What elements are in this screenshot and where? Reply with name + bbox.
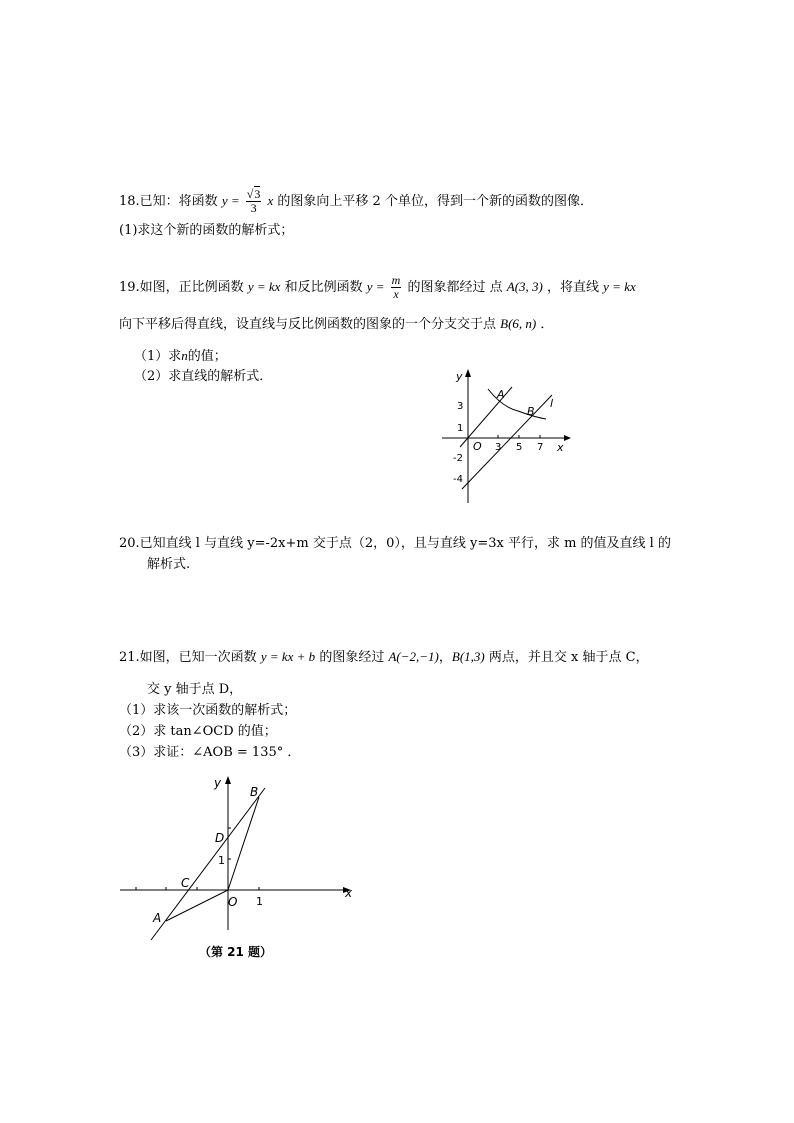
q19-part1-suffix: 的值；: [187, 349, 227, 364]
fig21-segment-ob: [228, 797, 259, 890]
fig19-label-l: l: [550, 397, 554, 410]
fig21-label-d: D: [215, 831, 225, 845]
fig21-segment-oa: [166, 890, 228, 921]
q19-point-a: A(3, 3): [506, 279, 543, 294]
fig21-y-arrow: [225, 776, 231, 784]
fig21-label-y: y: [214, 776, 222, 790]
q21-function: y = kx + b: [260, 649, 316, 664]
q21-mid: 的图象经过: [319, 650, 385, 665]
fig21-line-ab: [151, 788, 265, 940]
q21-suffix: 两点，并且交 x 轴于点 C，: [488, 650, 649, 665]
fig21-label-c: C: [181, 876, 190, 890]
fig19-label-b: B: [527, 405, 535, 418]
q21-part3: （3）求证：∠AOB = 135° ．: [119, 745, 301, 760]
fig21-tick-label-y1: 1: [218, 854, 225, 867]
fig21-label-a: A: [153, 911, 162, 925]
q21-prefix: 21.如图，已知一次函数: [119, 650, 257, 665]
fig19-label-y: y: [456, 370, 463, 383]
q19-numerator: m: [391, 273, 401, 287]
q19-part1-prefix: （1）求: [134, 349, 182, 364]
fig19-ytick-3: 3: [457, 401, 464, 412]
q21-statement-line2: 交 y 轴于点 D，: [147, 682, 243, 697]
q21-part2: （2）求 tan∠OCD 的值；: [119, 724, 277, 739]
q19-figure: [440, 365, 575, 505]
q19-part1: [134, 347, 227, 366]
q20-line2: 解析式.: [147, 557, 191, 572]
q19-mid: 和反比例函数: [284, 280, 363, 295]
q19-line2-suffix: ．: [540, 317, 554, 332]
q18-numerator: √3: [246, 187, 261, 201]
q19-prefix: 19.如图，正比例函数: [119, 280, 244, 295]
q19-part1-var: n: [181, 348, 188, 363]
fig19-xtick-3: 3: [495, 442, 502, 453]
q19-denominator: x: [393, 287, 399, 301]
fig19-xtick-7: 7: [537, 442, 544, 453]
q18-x: x: [267, 193, 274, 208]
fig21-label-o: O: [228, 895, 238, 909]
q21-point-a: A(−2,−1): [388, 649, 439, 664]
q18-fraction: [246, 188, 262, 215]
q21-sep: ，: [438, 650, 452, 665]
q19-direct-function: y = kx: [247, 279, 281, 294]
fig21-label-x: x: [345, 886, 353, 900]
q20-line1: 20.已知直线 l 与直线 y=-2x+m 交于点（2，0），且与直线 y=3x 平行，求 m 的值及直线 l 的: [119, 536, 671, 551]
q19-y-eq: y =: [366, 279, 385, 294]
q19-part2: （2）求直线的解析式．: [134, 369, 273, 384]
fig19-xtick-5: 5: [516, 442, 523, 453]
q19-line-function: y = kx: [603, 279, 636, 294]
fig19-ytick-m2: -2: [453, 453, 463, 464]
q21-statement-line1: [119, 648, 649, 667]
q18-sqrt-value: 3: [254, 187, 261, 201]
fig19-x-arrow: [564, 435, 571, 441]
fig21-caption: （第 21 题）: [199, 945, 273, 959]
q19-comma-then: ，将直线: [547, 280, 600, 295]
q19-statement-line2: [119, 315, 553, 334]
q19-line2-prefix: 向下平移后得直线，设直线与反比例函数的图象的一个分支交于点: [119, 317, 497, 332]
q18-y-eq: y =: [221, 193, 240, 208]
fig19-label-a: A: [497, 388, 505, 401]
q21-part1: （1）求该一次函数的解析式；: [119, 703, 297, 718]
fig19-label-x: x: [557, 441, 564, 454]
fig19-label-o: O: [473, 440, 482, 453]
fig21-label-b: B: [250, 785, 259, 799]
q18-prefix: 18.已知：将函数: [119, 194, 218, 209]
q18-statement: [119, 188, 593, 215]
q21-figure: [115, 770, 360, 965]
q18-suffix: 的图象向上平移 2 个单位，得到一个新的函数的图像．: [277, 194, 593, 209]
fig19-ytick-1: 1: [457, 423, 464, 434]
q21-point-b: B(1,3): [451, 649, 485, 664]
q19-point-b: B(6, n): [500, 316, 537, 331]
q19-after-frac: 的图象都经过 点: [407, 280, 503, 295]
fig19-y-arrow: [465, 369, 471, 377]
q19-statement-line1: [119, 274, 636, 301]
q18-part1: (1)求这个新的函数的解析式；: [119, 223, 294, 238]
q19-fraction: [391, 274, 402, 301]
q18-denominator: 3: [250, 201, 257, 215]
fig19-ytick-m4: -4: [453, 474, 463, 485]
fig21-tick-label-x1: 1: [256, 895, 263, 908]
